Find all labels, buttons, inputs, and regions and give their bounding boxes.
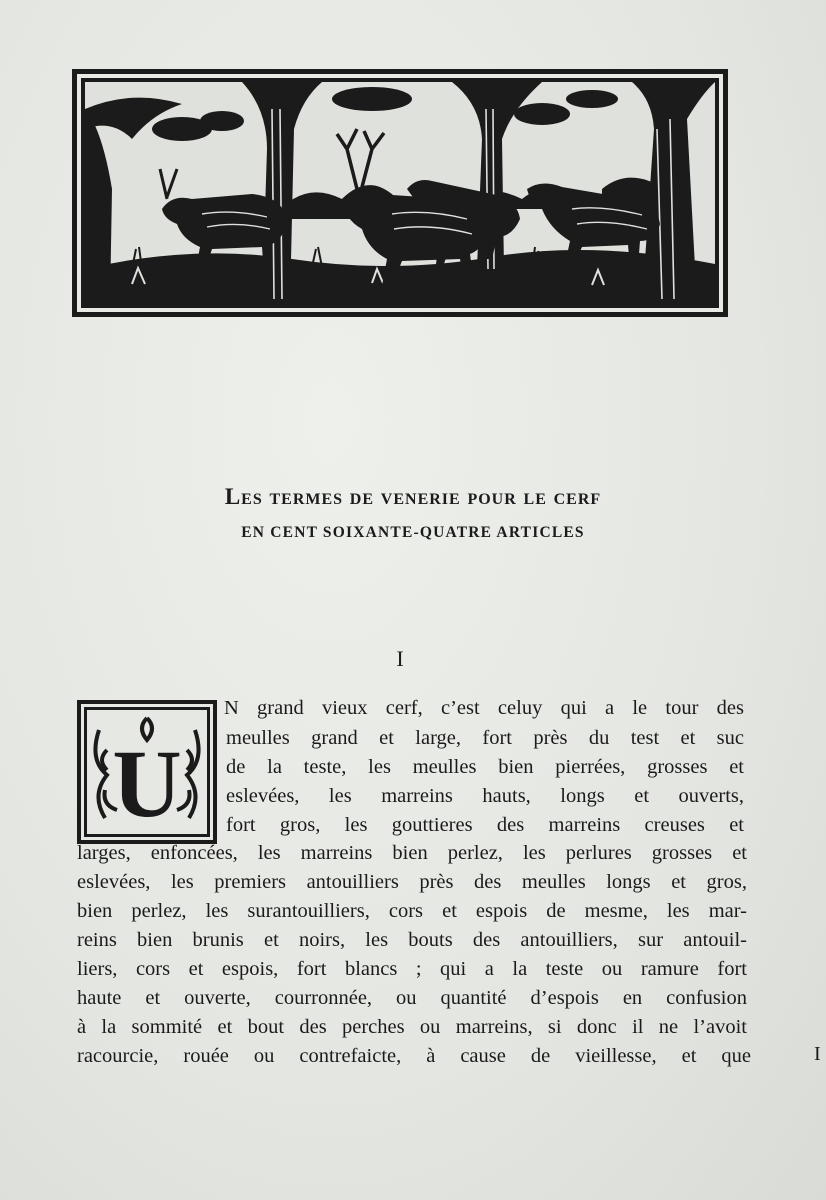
body-line: meulles grand et large, fort près du test et suc <box>226 727 744 749</box>
page-number: I <box>814 1043 821 1065</box>
page-title: Les termes de venerie pour le cerf <box>224 484 602 509</box>
body-line: reins bien brunis et noirs, les bouts des antouilliers, sur antouil- <box>77 929 747 951</box>
body-line: liers, cors et espois, fort blancs ; qui a la teste ou ramure fort <box>77 958 747 980</box>
page-subtitle: EN CENT SOIXANTE-QUATRE ARTICLES <box>241 524 585 541</box>
body-line: racourcie, rouée ou contrefaicte, à cause de vieillesse, et que <box>77 1045 751 1067</box>
body-line: N grand vieux cerf, c’est celuy qui a le tour des <box>224 697 744 719</box>
drop-cap-icon <box>77 700 217 844</box>
body-line: à la sommité et bout des perches ou marreins, si donc il ne l’avoit <box>77 1016 747 1038</box>
body-line: eslevées, les marreins hauts, longs et ouverts, <box>226 785 744 807</box>
body-line: bien perlez, les surantouilliers, cors et espois de mesme, les mar- <box>77 900 747 922</box>
chapter-numeral: I <box>396 646 404 671</box>
deer-woodcut-icon <box>72 69 728 317</box>
body-line: larges, enfoncées, les marreins bien perlez, les perlures grosses et <box>77 842 747 864</box>
drop-cap-letter: U <box>112 730 182 837</box>
body-line: eslevées, les premiers antouilliers près des meulles longs et gros, <box>77 871 747 893</box>
body-line: de la teste, les meulles bien pierrées, grosses et <box>226 756 744 778</box>
body-line: haute et ouverte, courronnée, ou quantité d’espois en confusion <box>77 987 747 1009</box>
body-line: fort gros, les gouttieres des marreins creuses et <box>226 814 744 836</box>
